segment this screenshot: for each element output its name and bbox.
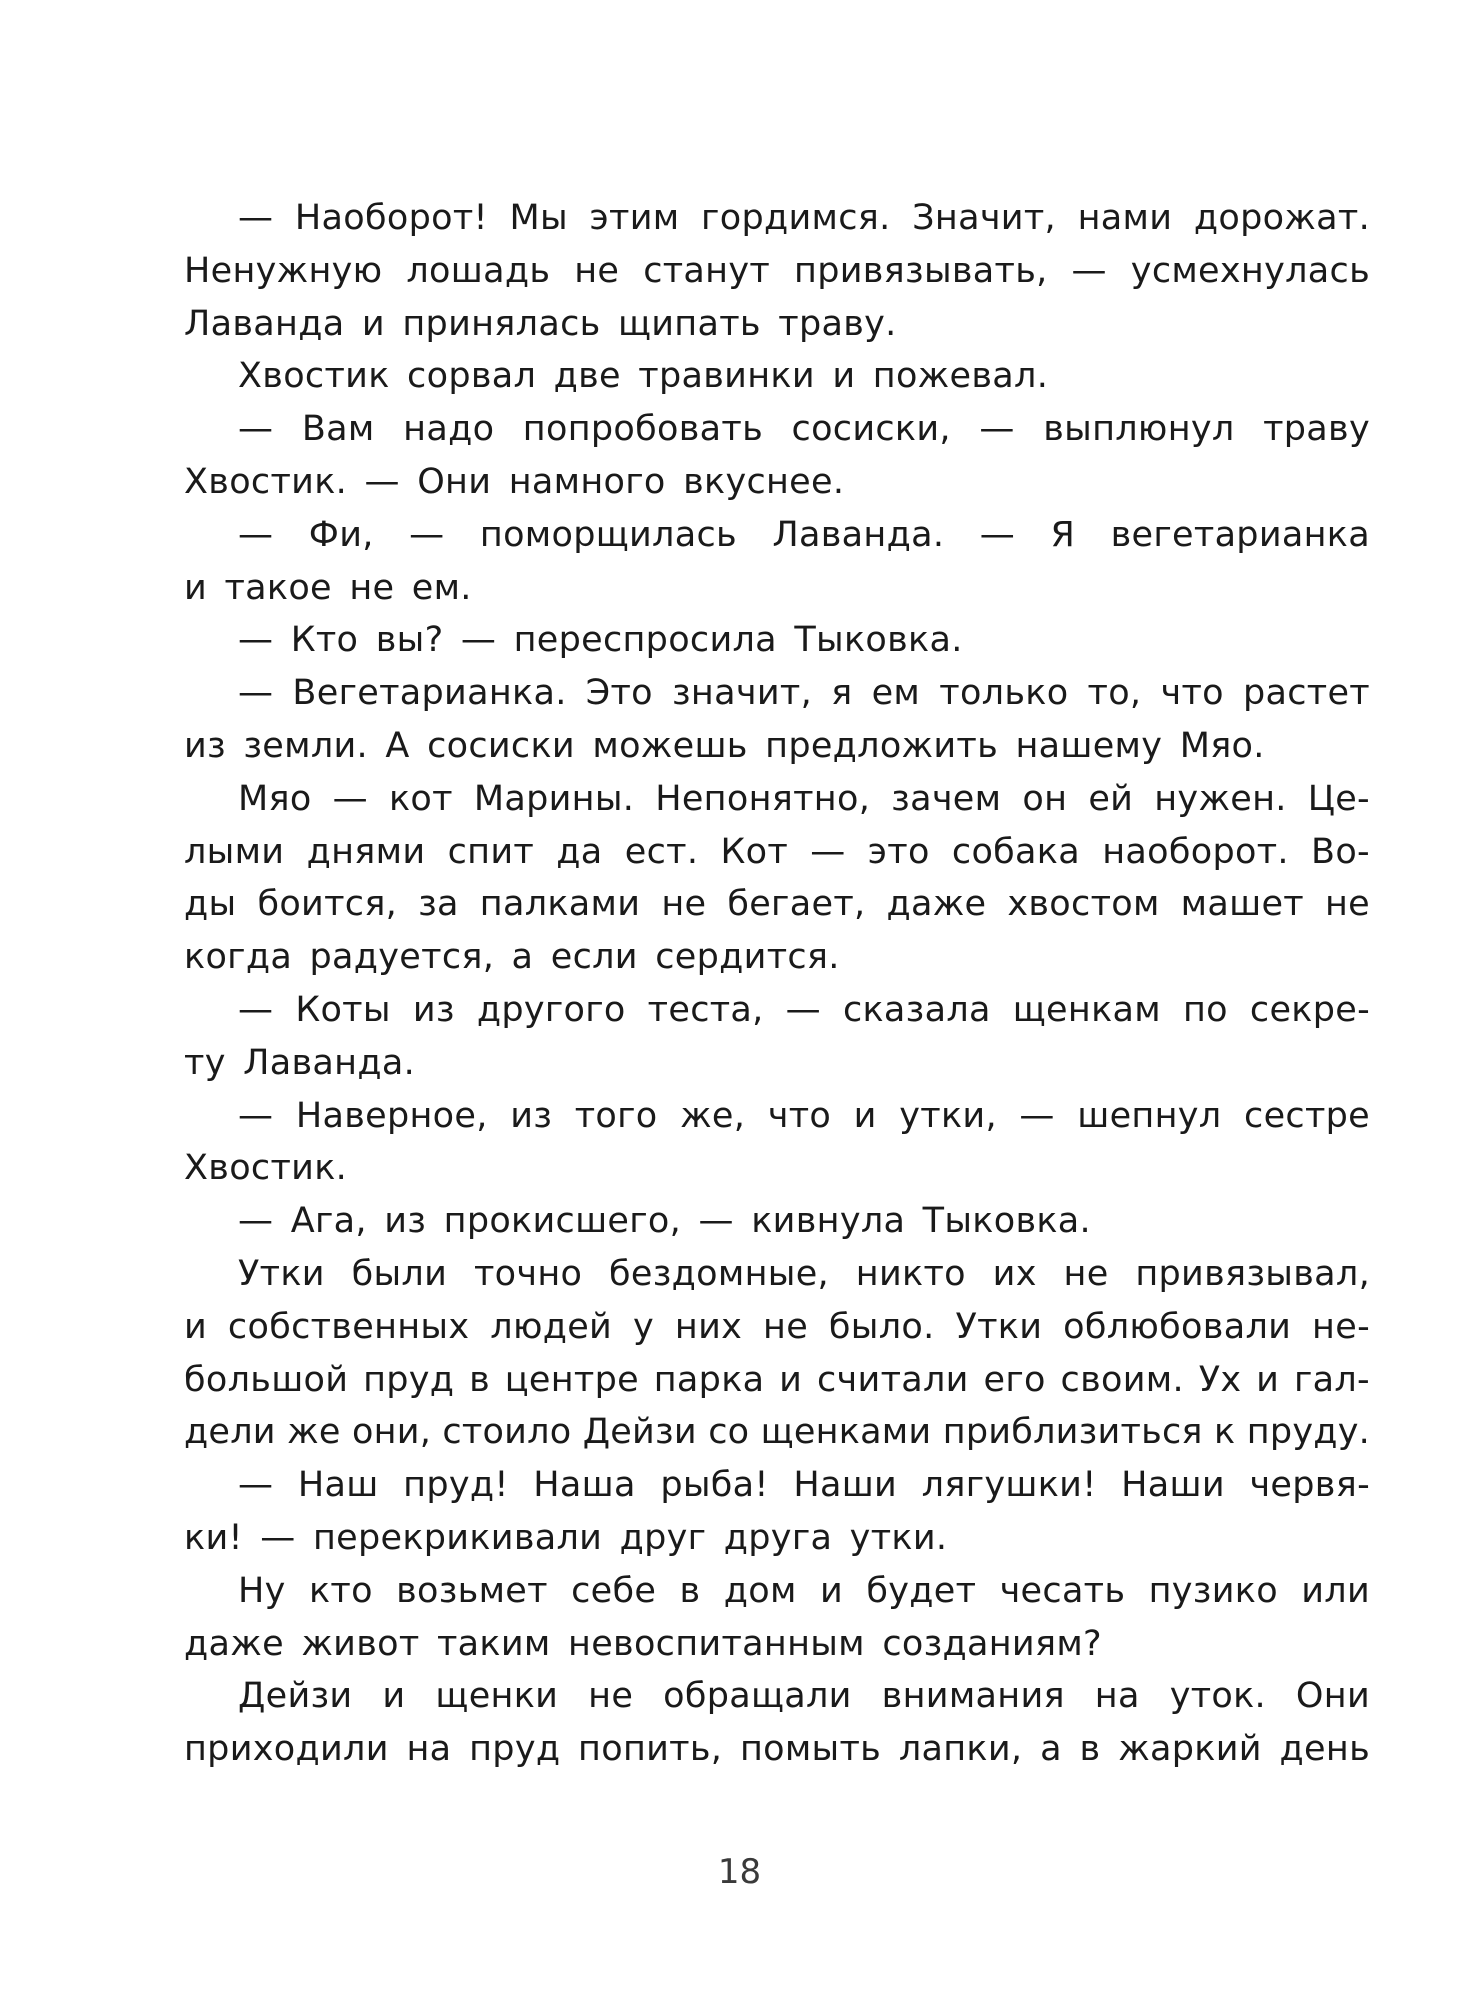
text-line: — Коты из другого теста, — сказала щенкам по секре- — [238, 989, 1370, 1030]
text-line: Дейзи и щенки не обращали внимания на уток. Они — [238, 1676, 1370, 1717]
text-line: Мяо — кот Марины. Непонятно, зачем он ей нужен. Це- — [238, 778, 1370, 819]
text-line: ту Лаванда. — [184, 1042, 416, 1083]
text-line: Лаванда и принялась щипать траву. — [184, 303, 897, 344]
text-line: большой пруд в центре парка и считали его своим. Ух и гал- — [184, 1359, 1370, 1400]
text-line: приходили на пруд попить, помыть лапки, а в жаркий день — [184, 1729, 1370, 1770]
text-line: — Наверное, из того же, что и утки, — шепнул сестре — [238, 1095, 1370, 1136]
text-line: Хвостик. — [184, 1148, 348, 1189]
text-line: — Вегетарианка. Это значит, я ем только то, что растет — [238, 673, 1370, 714]
text-line: ды боится, за палками не бегает, даже хвостом машет не — [184, 884, 1370, 925]
text-line: — Наоборот! Мы этим гордимся. Значит, нами дорожат. — [238, 198, 1370, 238]
text-line: даже живот таким невоспитанным созданиям? — [184, 1623, 1102, 1664]
text-line: когда радуется, а если сердится. — [184, 937, 840, 978]
text-line: и собственных людей у них не было. Утки облюбовали не- — [184, 1306, 1370, 1347]
text-line: и такое не ем. — [184, 567, 472, 608]
text-line: Хвостик сорвал две травинки и пожевал. — [238, 356, 1049, 397]
text-line: Ненужную лошадь не станут привязывать, — усмехнулась — [184, 250, 1370, 291]
text-line: ки! — перекрикивали друг друга утки. — [184, 1517, 948, 1558]
text-line: Ну кто возьмет себе в дом и будет чесать пузико или — [238, 1570, 1370, 1611]
text-line: — Вам надо попробовать сосиски, — выплюнул траву — [238, 409, 1370, 450]
text-line: — Ага, из прокисшего, — кивнула Тыковка. — [238, 1201, 1091, 1242]
text-line: лыми днями спит да ест. Кот — это собака наоборот. Во- — [184, 831, 1370, 872]
text-line: — Наш пруд! Наша рыба! Наши лягушки! Наши червя- — [238, 1465, 1370, 1506]
text-line: дели же они, стоило Дейзи со щенками приблизиться к пруду. — [184, 1412, 1370, 1453]
text-line: Хвостик. — Они намного вкуснее. — [184, 461, 845, 502]
text-line: из земли. А сосиски можешь предложить нашему Мяо. — [184, 725, 1265, 766]
page-number: 18 — [717, 1852, 762, 1892]
text-line: Утки были точно бездомные, никто их не привязывал, — [238, 1253, 1370, 1294]
text-line: — Фи, — поморщилась Лаванда. — Я вегетарианка — [238, 514, 1370, 555]
text-line: — Кто вы? — переспросила Тыковка. — [238, 620, 963, 661]
body-text — [184, 192, 1370, 1776]
